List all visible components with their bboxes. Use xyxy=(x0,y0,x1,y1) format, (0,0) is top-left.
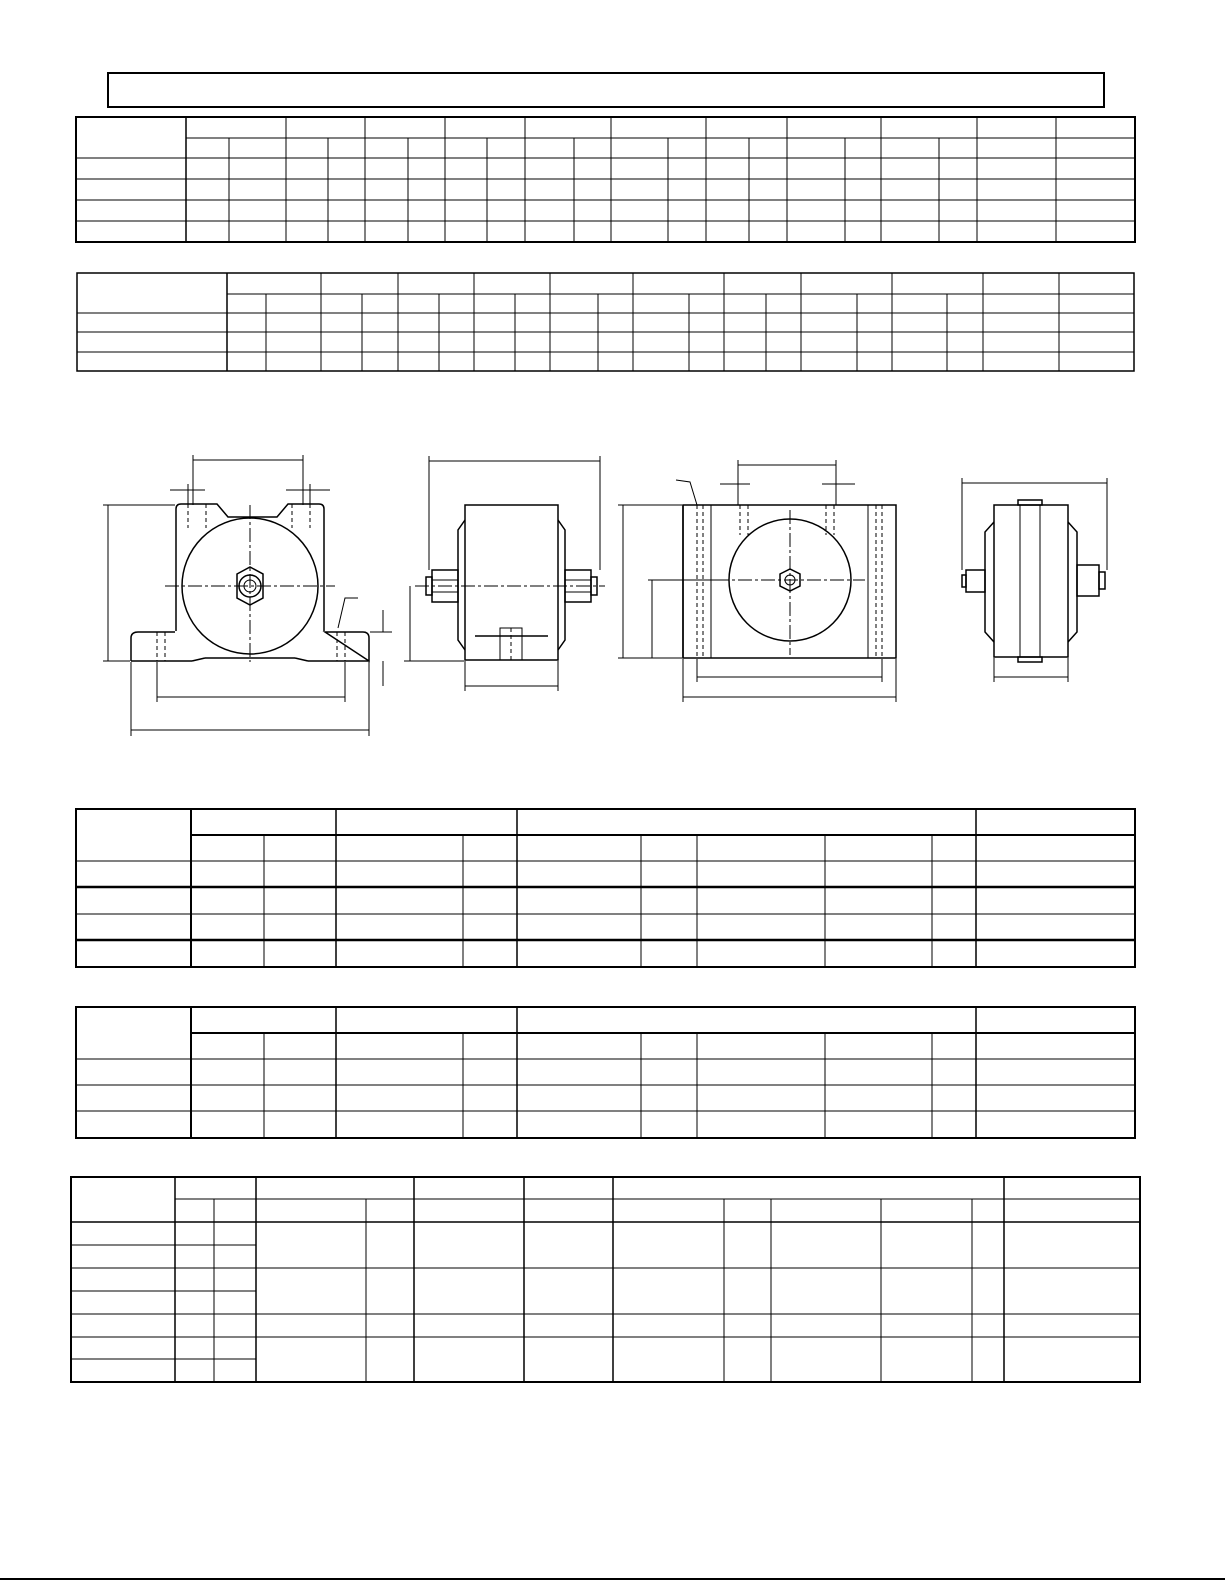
front-view-no-base xyxy=(618,460,896,702)
side-view-no-base xyxy=(962,478,1107,682)
front-view-with-base xyxy=(103,455,392,736)
page-bottom-rule xyxy=(0,1578,1225,1580)
side-view-with-base xyxy=(404,456,605,691)
